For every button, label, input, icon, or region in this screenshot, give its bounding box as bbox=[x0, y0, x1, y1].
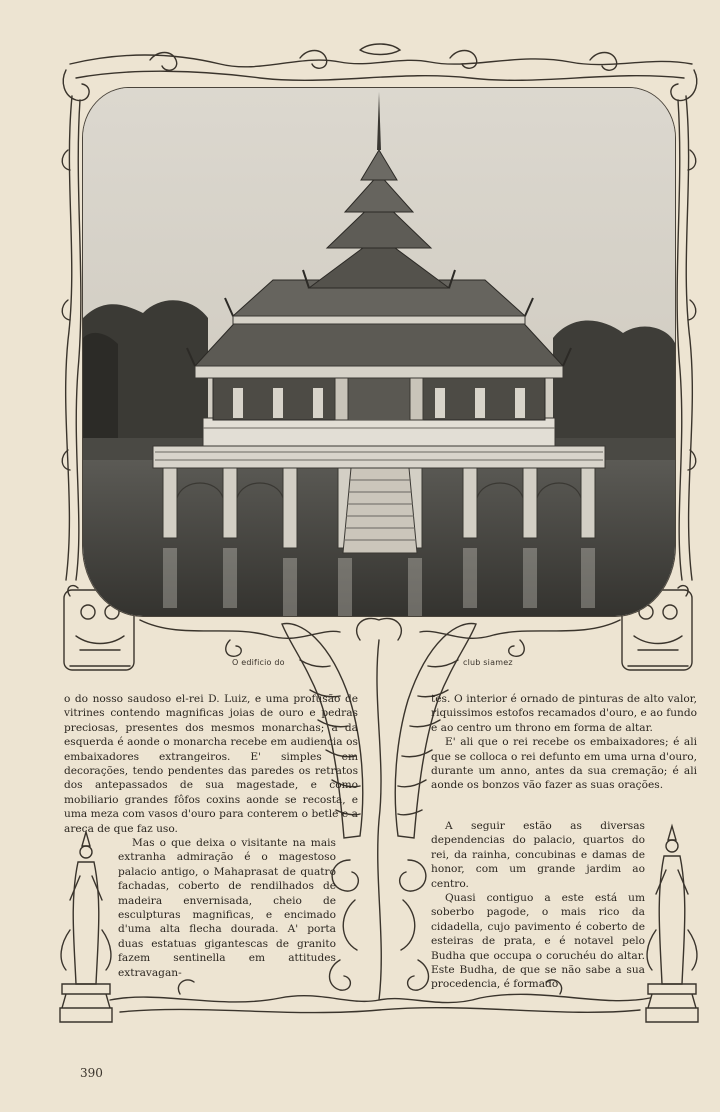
photo-siamese-club bbox=[83, 88, 675, 616]
caption-right: club siamez bbox=[463, 658, 513, 667]
text-column-right-top bbox=[431, 692, 697, 793]
page-number: 390 bbox=[80, 1066, 103, 1080]
paragraph: A seguir estão as diversas dependencias do palacio, quartos do rei, da rainha, concubinas e damas de honor, com um grande jardim ao centro. bbox=[431, 820, 645, 890]
text-column-right-bottom bbox=[431, 819, 645, 992]
paragraph: Mas o que deixa o visitante na mais extranha admiração é o magestoso palacio antigo, o Mahaprasat de quatro fachadas, coberto de rendilhados de madeira envernisada, cheio de esculpturas magnificas, e encimado d'uma alta flecha dourada. A' porta duas estatuas gigantescas de granito fazem sentinella em attitudes extravagan- bbox=[118, 837, 336, 979]
caption-left: O edificio do bbox=[232, 658, 285, 667]
paragraph: o do nosso saudoso el-rei D. Luiz, e uma profusão de vitrines contendo magnificas joias de ouro e pedras preciosas, presentes dos mesmos monarchas; a da esquerda é aonde o monarcha recebe em audiencia os embaixadores extrangeiros. E' simples em decorações, tendo pendentes das paredes os retratos dos antepassados de sua magestade, e como mobiliario grandes fôfos coxins aonde se recosta, e uma meza com vasos d'ouro para conterem o betle e a areca de que faz uso. bbox=[64, 693, 358, 835]
paragraph: tes. O interior é ornado de pinturas de alto valor, riquissimos estofos recamados d'ouro, e ao fundo e ao centro um throno em forma de altar. bbox=[431, 693, 697, 734]
paragraph: Quasi contiguo a este está um soberbo pagode, o mais rico da cidadella, cujo pavimento é coberto de esteiras de prata, e é notavel pelo Budha que occupa o coruchéu do altar. Este Budha, de que se não sabe a sua procedencia, é formado bbox=[431, 892, 645, 991]
paragraph: E' ali que o rei recebe os embaixadores; é ali que se colloca o rei defunto em uma urna d'ouro, durante um anno, antes da sua cremação; é ali aonde os bonzos vão fazer as suas orações. bbox=[431, 736, 697, 792]
text-column-left-bottom bbox=[118, 836, 336, 980]
text-column-left-top bbox=[64, 692, 358, 836]
